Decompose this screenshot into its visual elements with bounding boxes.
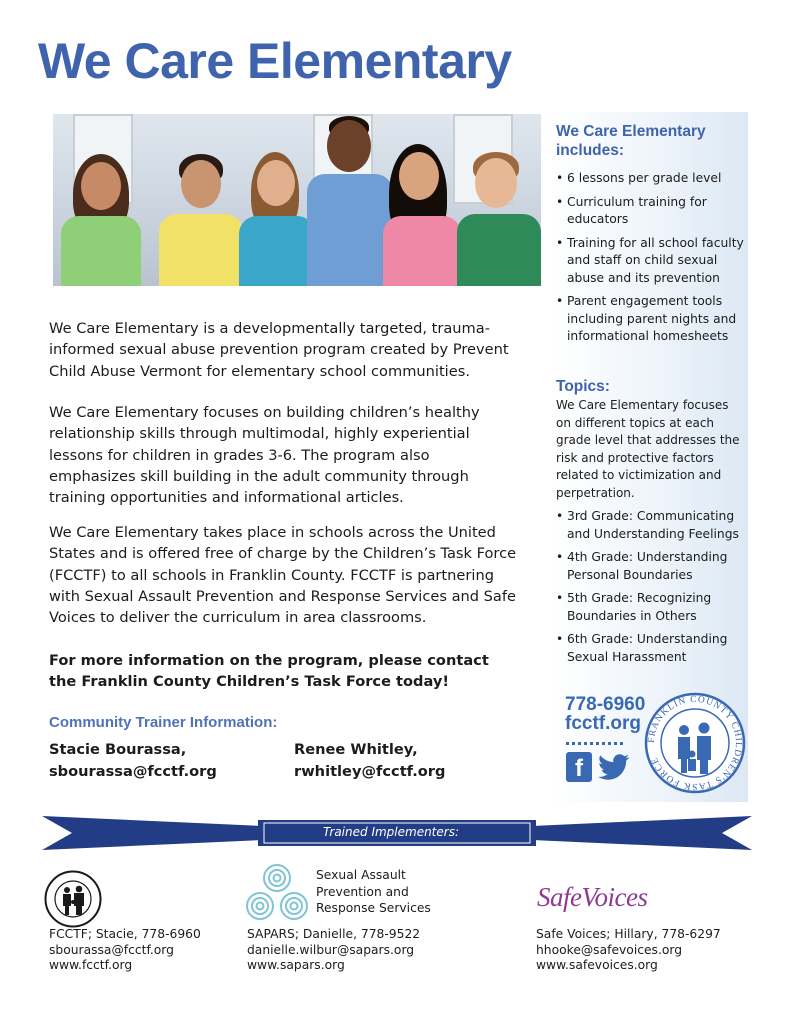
list-item: • Parent engagement tools including parent nights and informational homesheets	[556, 293, 744, 346]
safevoices-email[interactable]: hhooke@safevoices.org	[536, 942, 683, 957]
page-title: We Care Elementary	[38, 33, 512, 89]
fcctf-contact-line: FCCTF; Stacie, 778-6960	[49, 927, 201, 941]
twitter-icon[interactable]	[598, 754, 630, 780]
fcctf-phone: 778-6960	[565, 694, 646, 715]
fcctf-email[interactable]: sbourassa@fcctf.org	[49, 942, 174, 957]
fcctf-url[interactable]: www.fcctf.org	[49, 958, 133, 972]
includes-heading: We Care Elementary includes:	[556, 123, 706, 159]
fcctf-seal-logo	[644, 692, 746, 794]
topics-list	[556, 508, 744, 672]
list-item: • 5th Grade: Recognizing Boundaries in Others	[556, 590, 744, 625]
child-figure	[151, 136, 243, 286]
trainer-name: Renee Whitley,	[294, 741, 418, 758]
partners-paragraph: We Care Elementary takes place in schools across the United States and is offered free of charge by the Children’s Task Force (FCCTF) to all schools in Franklin County. FCCTF is partnering with Sexual Assault Prevention and Response Services and Safe Voices to deliver the curriculum in area classrooms.	[49, 524, 517, 627]
child-figure	[449, 136, 541, 286]
sapars-contact-line: SAPARS; Danielle, 778-9522	[247, 927, 421, 941]
facebook-icon[interactable]: f	[566, 752, 592, 782]
fcctf-website[interactable]: fcctf.org	[565, 713, 641, 734]
safevoices-url[interactable]: www.safevoices.org	[536, 958, 658, 972]
sapars-email[interactable]: danielle.wilbur@sapars.org	[247, 942, 415, 957]
fcctf-contact	[49, 927, 201, 974]
safevoices-logo: SafeVoices	[537, 882, 648, 912]
trainer-contact	[49, 739, 217, 782]
contact-cta: For more information on the program, please contact the Franklin County Children’s Task Force today!	[49, 652, 489, 691]
list-item: • Training for all school faculty and staff on child sexual abuse and its prevention	[556, 235, 744, 288]
list-item: • 6th Grade: Understanding Sexual Harassment	[556, 631, 744, 666]
trainer-name: Stacie Bourassa,	[49, 741, 187, 758]
sapars-spiral-logo	[244, 862, 310, 922]
list-item: • 4th Grade: Understanding Personal Boundaries	[556, 549, 744, 584]
children-photo	[53, 114, 541, 286]
sapars-url[interactable]: www.sapars.org	[247, 958, 345, 972]
trainer-email[interactable]: sbourassa@fcctf.org	[49, 762, 217, 780]
topics-heading: Topics:	[556, 378, 610, 395]
includes-list	[556, 170, 744, 352]
dotted-divider	[566, 742, 626, 745]
intro-paragraph: We Care Elementary is a developmentally targeted, trauma-informed sexual abuse prevention program created by Prevent Child Abuse Vermont for elementary school communities.	[49, 320, 509, 380]
banner-label: Trained Implementers:	[323, 825, 459, 839]
fcctf-logo	[44, 870, 102, 928]
sapars-contact	[247, 927, 420, 974]
safevoices-contact	[536, 927, 721, 974]
trainer-contact	[294, 739, 445, 782]
child-figure	[55, 136, 147, 286]
safevoices-contact-line: Safe Voices; Hillary, 778-6297	[536, 927, 721, 941]
skills-paragraph: We Care Elementary focuses on building children’s healthy relationship skills through multimodal, highly experiential lessons for children in grades 3-6. The program also emphasizes skill building in the adult community through training opportunities and informational articles.	[49, 404, 480, 507]
list-item: • 6 lessons per grade level	[556, 170, 744, 188]
sapars-name: Sexual Assault Prevention and Response Services	[316, 868, 431, 915]
list-item: • Curriculum training for educators	[556, 194, 744, 229]
list-item: • 3rd Grade: Communicating and Understanding Feelings	[556, 508, 744, 543]
community-trainer-heading: Community Trainer Information:	[49, 714, 278, 731]
topics-intro: We Care Elementary focuses on different topics at each grade level that addresses the risk and protective factors related to victimization and perpetration.	[556, 398, 740, 500]
svg-text:FRANKLIN COUNTY CHILDREN'S TAS: FRANKLIN COUNTY CHILDREN'S TASK FORCE	[646, 694, 744, 792]
trainer-email[interactable]: rwhitley@fcctf.org	[294, 762, 446, 780]
